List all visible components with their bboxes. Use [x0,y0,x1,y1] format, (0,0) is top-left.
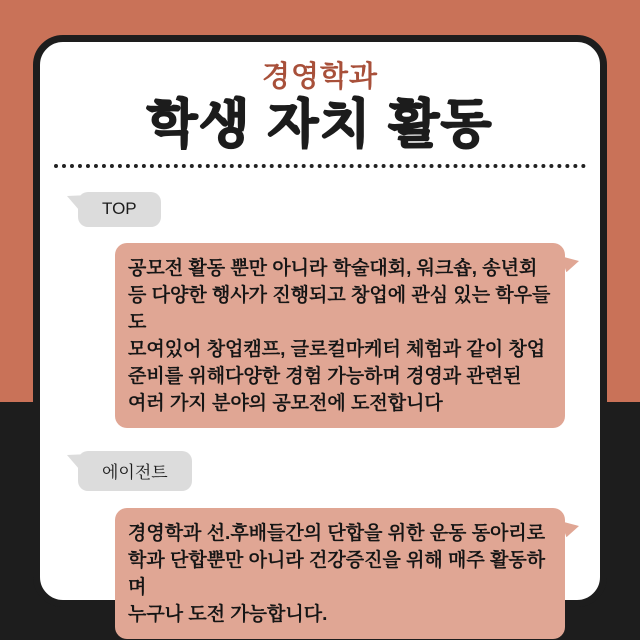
speech-bubble-top [115,243,565,428]
bubble-line: 등 다양한 행사가 진행되고 창업에 관심 있는 학우들도 [128,285,551,334]
section-label-text: TOP [102,199,137,219]
page-title: 학생 자치 활동 [146,96,494,154]
bubble-line: 누구나 도전 가능합니다. [128,604,328,626]
label-tail-icon [67,195,84,210]
bubble-line: 학과 단합뿐만 아니라 건강증진을 위해 매주 활동하며 [128,550,546,599]
section-label-agent [78,451,192,491]
bubble-line: 모여있어 창업캠프, 글로컬마케터 체험과 같이 창업 [128,339,546,361]
bubble-tail-icon [561,521,579,537]
bubble-line: 여러 가지 분야의 공모전에 도전합니다 [128,393,443,415]
bubble-tail-icon [561,256,579,272]
department-kicker: 경영학과 [261,61,379,93]
content-card [33,35,607,626]
bubble-line: 공모전 활동 뿐만 아니라 학술대회, 워크숍, 송년회 [128,258,538,280]
section-label-top [78,192,161,227]
speech-bubble-agent [115,508,565,639]
bubble-line: 경영학과 선.후배들간의 단합을 위한 운동 동아리로 [128,523,546,545]
section-label-text: 에이전트 [102,463,168,483]
bubble-line: 준비를 위해다양한 경험 가능하며 경영과 관련된 [128,366,522,388]
label-tail-icon [67,454,84,469]
